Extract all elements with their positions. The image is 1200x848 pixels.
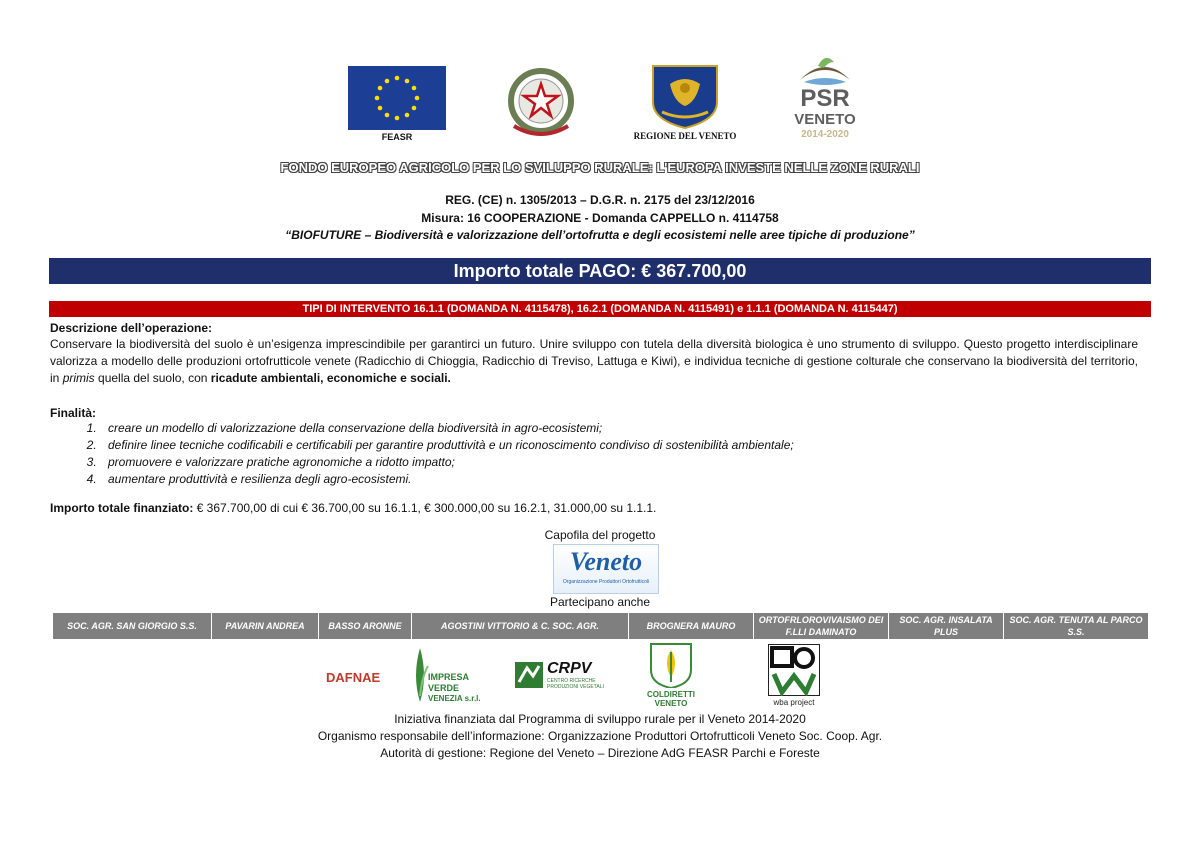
psr-hand-icon (790, 52, 860, 88)
psr-line3: 2014-2020 (801, 129, 849, 140)
psr-veneto-logo (790, 52, 860, 144)
impresa-verde-logo (408, 646, 494, 704)
psr-line1: PSR (800, 85, 850, 112)
finalita-item: 2. definire linee tecniche codificabili e certificabili per garantire produttività e un riconoscimento condiviso di sostenibilità ambientale; (100, 437, 1100, 454)
coldiretti-line2: VENETO (654, 699, 688, 708)
regione-veneto-logo (630, 62, 740, 144)
finalita-title: Finalità: (50, 406, 97, 420)
funding-amount-value: € 367.700,00 di cui € 36.700,00 su 16.1.1, € 300.000,00 su 16.2.1, 31.000,00 su 1.1.1. (193, 501, 657, 515)
partners-table (52, 612, 1149, 640)
crpv-logo (515, 660, 607, 690)
total-amount-bar: Importo totale PAGO: € 367.700,00 (49, 258, 1151, 284)
regione-veneto-caption: REGIONE DEL VENETO (633, 131, 737, 141)
footer-line-2: Organismo responsabile dell’informazione: Organizzazione Produttori Ortofrutticoli Veneto Soc. Coop. Agr. (317, 729, 883, 743)
partner-cell: AGOSTINI VITTORIO & C. SOC. AGR. (412, 613, 629, 640)
eu-flag-caption: FEASR (381, 132, 413, 142)
impresa-verde-line1: IMPRESA (428, 672, 470, 682)
wba-project-caption: wba project (773, 698, 815, 707)
italian-republic-emblem (502, 64, 580, 142)
finalita-item: 4. aumentare produttività e resilienza degli agro-ecosistemi. (100, 471, 1100, 488)
psr-line2: VENETO (794, 111, 856, 128)
crpv-text: CRPV (547, 660, 592, 677)
description-part2: quella del suolo, con (94, 371, 211, 385)
finalita-item: 1. creare un modello di valorizzazione della conservazione della biodiversità in agro-ecosistemi; (100, 420, 1100, 437)
intervention-types-bar: TIPI DI INTERVENTO 16.1.1 (DOMANDA N. 4115478), 16.2.1 (DOMANDA N. 4115491) e 1.1.1 (DOMANDA N. 4115447) (49, 301, 1151, 317)
eu-flag-logo (348, 66, 446, 144)
veneto-op-logo-text: Veneto (569, 547, 643, 576)
project-title: “BIOFUTURE – Biodiversità e valorizzazione dell’ortofrutta e degli ecosistemi nelle aree tipiche di produzione” (285, 228, 915, 242)
partner-cell: ORTOFRLOROVIVAISMO DEI F.LLI DAMINATO (754, 613, 889, 640)
capofila-label: Capofila del progetto (544, 528, 656, 542)
coldiretti-shield-icon (649, 642, 693, 688)
wba-owl-icon (768, 644, 820, 696)
veneto-op-logo (553, 544, 659, 594)
partner-cell: SOC. AGR. INSALATA PLUS (889, 613, 1004, 640)
partner-cell: PAVARIN ANDREA (212, 613, 319, 640)
impresa-verde-line3: VENEZIA s.r.l. (428, 694, 481, 703)
partner-cell: SOC. AGR. TENUTA AL PARCO S.S. (1004, 613, 1149, 640)
fund-line: FONDO EUROPEO AGRICOLO PER LO SVILUPPO RURALE: L'EUROPA INVESTE NELLE ZONE RURALI (280, 160, 920, 175)
funding-amount (50, 500, 1138, 517)
italian-emblem-icon (502, 64, 580, 142)
description-bold: ricadute ambientali, economiche e sociali. (210, 371, 451, 385)
partner-cell: SOC. AGR. SAN GIORGIO S.S. (53, 613, 212, 640)
wba-project-logo (766, 644, 822, 708)
partner-cell: BROGNERA MAURO (629, 613, 754, 640)
partner-cell: BASSO ARONNE (319, 613, 412, 640)
dafnae-logo: DAFNAE (326, 670, 381, 685)
finalita-list (50, 420, 1100, 488)
funding-amount-label: Importo totale finanziato: (50, 501, 194, 515)
regulation-line: REG. (CE) n. 1305/2013 – D.G.R. n. 2175 del 23/12/2016 (445, 193, 755, 207)
impresa-verde-line2: VERDE (428, 683, 460, 693)
finalita-item: 3. promuovere e valorizzare pratiche agronomiche a ridotto impatto; (100, 454, 1100, 471)
description-text (50, 336, 1138, 387)
table-row (53, 613, 1149, 640)
partecipano-label: Partecipano anche (549, 595, 651, 609)
veneto-op-logo-subtitle: Organizzazione Produttori Ortofrutticoli (562, 579, 650, 585)
coldiretti-logo (643, 642, 699, 710)
footer-line-3: Autorità di gestione: Regione del Veneto – Direzione AdG FEASR Parchi e Foreste (380, 746, 820, 760)
description-italic: primis (62, 371, 95, 385)
misura-line: Misura: 16 COOPERAZIONE - Domanda CAPPELLO n. 4114758 (421, 211, 779, 225)
footer-line-1: Iniziativa finanziata dal Programma di sviluppo rurale per il Veneto 2014-2020 (394, 712, 806, 726)
description-title: Descrizione dell’operazione: (50, 321, 213, 335)
regione-veneto-shield-icon (630, 62, 740, 130)
crpv-emblem-icon (515, 662, 543, 688)
description-part1: Conservare la biodiversità del suolo è un’esigenza imprescindibile per garantirci un futuro. Unire sviluppo con tutela della diversità biologica è uno strumento di sviluppo. Questo progetto interdisciplinare valorizza a modello delle produzioni ortofrutticole venete (Radicchio di Chioggia, Radicchio di Treviso, Lattuga e Kiwi), e individua tecniche di gestione colturale che conservano la biodiversità del territorio, in (50, 337, 1138, 385)
crpv-subtitle: CENTRO RICERCHE PRODUZIONI VEGETALI (547, 678, 604, 690)
coldiretti-line1: COLDIRETTI (647, 690, 695, 699)
